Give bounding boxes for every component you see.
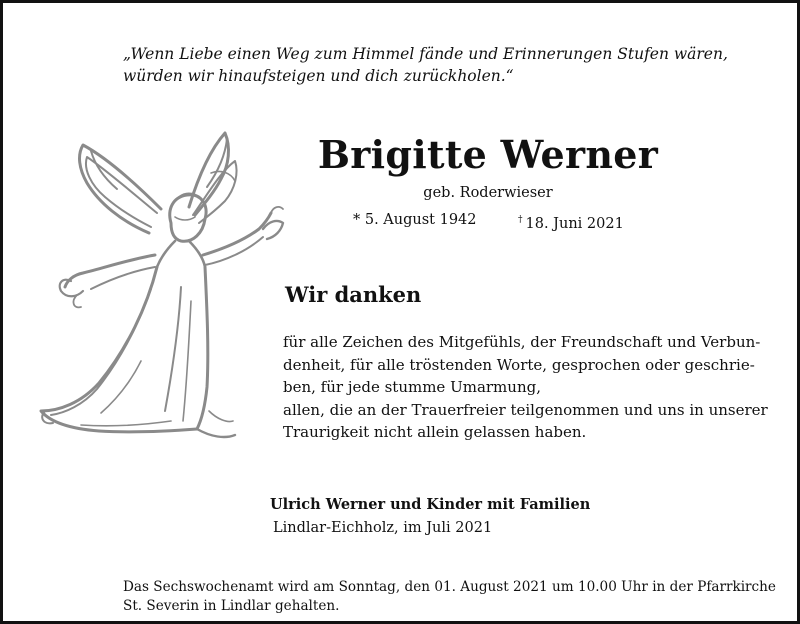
thanks-heading: Wir danken	[285, 282, 422, 307]
family-signature: Ulrich Werner und Kinder mit Familien	[270, 496, 591, 513]
service-line-2: St. Severin in Lindlar gehalten.	[123, 598, 340, 614]
death-date-line	[518, 210, 624, 234]
thanks-line: Traurigkeit nicht allein gelassen haben.	[283, 423, 587, 441]
memorial-quote	[123, 43, 743, 87]
thanks-line: allen, die an der Trauerfreier teilgenommen und uns in unserer	[283, 400, 768, 419]
thanks-text	[283, 331, 783, 444]
thanks-line: denheit, für alle tröstenden Worte, gesprochen oder geschrie-	[283, 355, 755, 374]
angel-sketch-icon	[21, 111, 291, 453]
thanks-line: für alle Zeichen des Mitgefühls, der Freundschaft und Verbun-	[283, 333, 761, 351]
quote-line-1: „Wenn Liebe einen Weg zum Himmel fände und Erinnerungen Stufen wären,	[123, 45, 728, 63]
death-cross-icon: †	[518, 215, 523, 225]
thanks-line: ben, für jede stumme Umarmung,	[283, 378, 541, 396]
deceased-name: Brigitte Werner	[317, 132, 659, 177]
place-date: Lindlar-Eichholz, im Juli 2021	[273, 520, 493, 536]
death-date: 18. Juni 2021	[525, 216, 624, 232]
quote-line-2: würden wir hinaufsteigen und dich zurückholen.“	[123, 67, 514, 85]
service-line-1: Das Sechswochenamt wird am Sonntag, den 01. August 2021 um 10.00 Uhr in der Pfarrkirche	[123, 579, 776, 595]
service-notice	[123, 578, 793, 616]
birth-date: * 5. August 1942	[353, 212, 477, 228]
born-name: geb. Roderwieser	[423, 185, 553, 201]
